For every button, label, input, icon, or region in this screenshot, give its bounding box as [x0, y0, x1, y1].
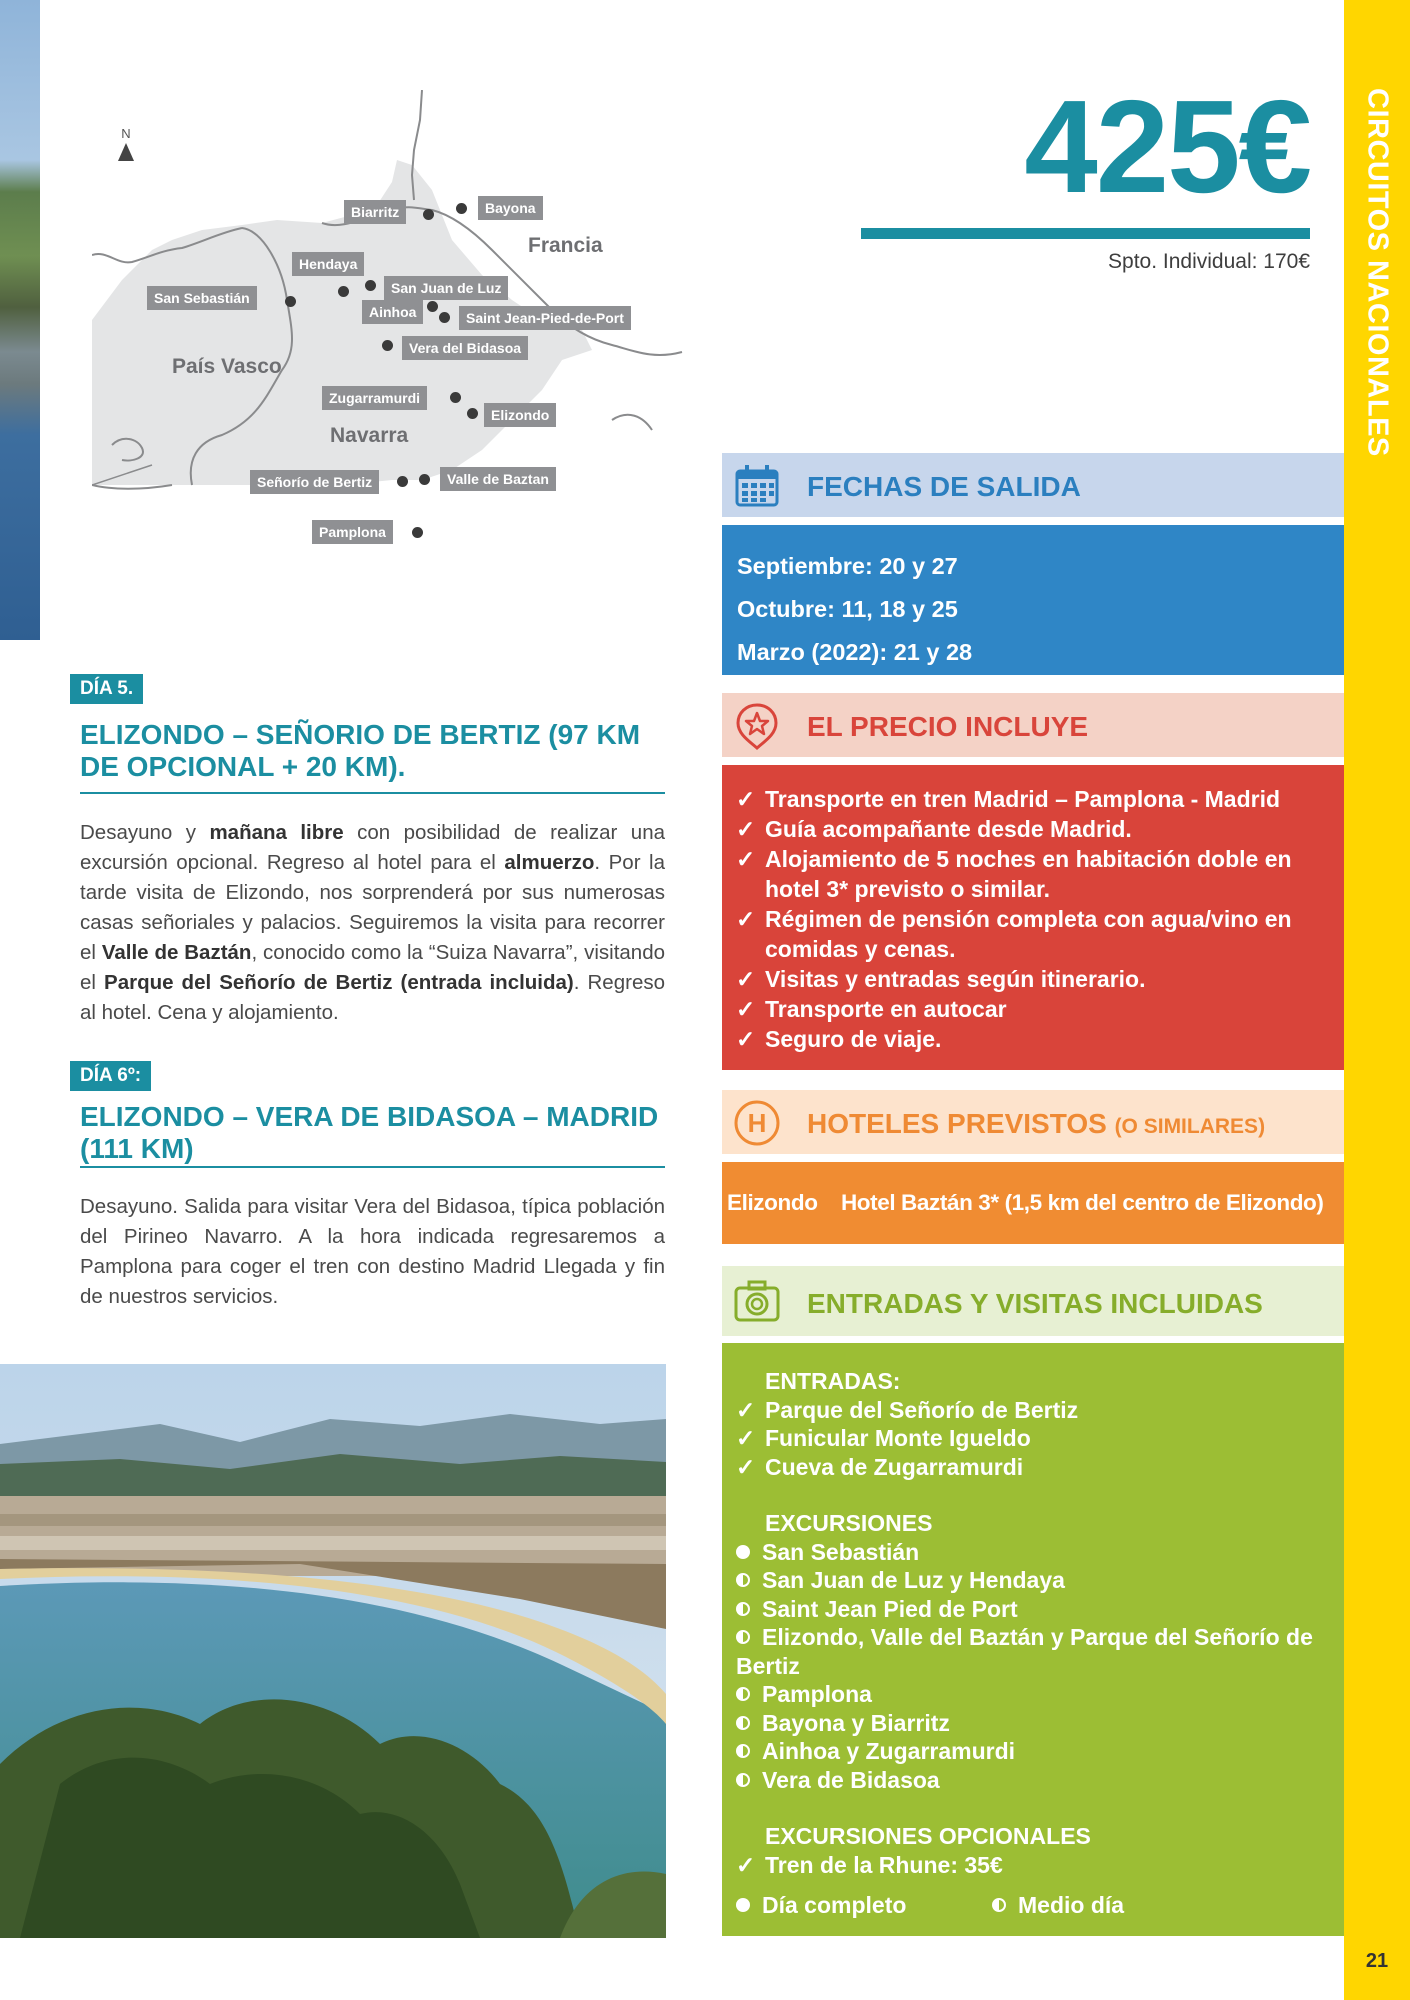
full-day-icon [736, 1898, 750, 1912]
includes-item [736, 844, 1330, 904]
excursion-text: Elizondo, Valle del Baztán y Parque del Señorío de Bertiz [736, 1624, 1313, 1679]
excursion-item [736, 1737, 1330, 1766]
day5-text-2: con posibilidad de realizar una excursión opcional. Regreso al hotel para el [80, 821, 665, 874]
half-day-icon [736, 1744, 750, 1758]
coast-photo-strip [0, 0, 40, 640]
hotel-city: Elizondo [727, 1190, 818, 1215]
includes-item-text: Seguro de viaje. [765, 1026, 942, 1052]
region-navarra: Navarra [330, 424, 409, 447]
excursion-item [736, 1623, 1330, 1680]
entrada-item [736, 1453, 1330, 1482]
day6-body: Desayuno. Salida para visitar Vera del Bidasoa, típica población del Pirineo Navarro. A la hora indicada regresaremos a Pamplona para coger el tren con destino Madrid Llegada y fin de nuestros servicios. [80, 1195, 665, 1308]
hotels-title-text: HOTELES PREVISTOS [807, 1108, 1107, 1139]
dot-baztan [419, 474, 430, 485]
north-arrow-icon [118, 143, 134, 161]
entrada-item [736, 1424, 1330, 1453]
entradas-heading: ENTRADAS: [765, 1368, 901, 1394]
dot-biarritz [423, 209, 434, 220]
single-supplement: Spto. Individual: 170€ [1108, 250, 1310, 273]
excursion-item [736, 1595, 1330, 1624]
route-map [92, 90, 702, 560]
label-zugarramurdi: Zugarramurdi [322, 386, 427, 410]
entrada-item [736, 1396, 1330, 1425]
region-france: Francia [528, 234, 603, 257]
includes-item [736, 904, 1330, 964]
includes-item-text: Transporte en autocar [765, 996, 1007, 1022]
north-arrow [116, 126, 136, 161]
excursiones-heading: EXCURSIONES [765, 1510, 933, 1536]
day5-bold-3: Valle de Baztán [101, 941, 252, 964]
includes-item [736, 1024, 1330, 1054]
day5-tag: DÍA 5. [70, 674, 143, 704]
label-san-juan: San Juan de Luz [384, 276, 508, 300]
check-icon: ✓ [736, 1396, 756, 1423]
includes-title: EL PRECIO INCLUYE [807, 711, 1089, 742]
dates-header [722, 453, 1344, 517]
opcionales-heading: EXCURSIONES OPCIONALES [765, 1823, 1091, 1849]
region-pais-vasco: País Vasco [172, 355, 282, 378]
dot-san-juan [365, 280, 376, 291]
label-vera: Vera del Bidasoa [402, 336, 528, 360]
check-icon: ✓ [736, 966, 756, 992]
dot-saint-jean [439, 312, 450, 323]
legend-half-day: Medio día [1018, 1892, 1125, 1918]
entries-title: ENTRADAS Y VISITAS INCLUIDAS [807, 1288, 1263, 1319]
legend [736, 1891, 1330, 1920]
half-day-icon [736, 1573, 750, 1587]
dot-bayona [456, 203, 467, 214]
dot-bertiz [397, 476, 408, 487]
date-item: Octubre: 11, 18 y 25 [737, 596, 958, 622]
hotels-row [722, 1162, 1344, 1244]
half-day-icon [736, 1630, 750, 1644]
calendar-icon [732, 461, 782, 511]
day5-text-4: , conocido como la “Suiza Navarra”, visitando el [80, 941, 666, 994]
opcional-text: Tren de la Rhune: 35€ [765, 1851, 1003, 1878]
opcional-item [736, 1851, 1330, 1880]
excursion-text: Saint Jean Pied de Port [762, 1595, 1018, 1622]
section-title: CIRCUITOS NACIONALES [1361, 88, 1394, 457]
date-item: Marzo (2022): 21 y 28 [737, 639, 973, 665]
label-pamplona: Pamplona [312, 520, 393, 544]
excursion-item [736, 1538, 1330, 1567]
section-tab [1344, 0, 1410, 480]
day5-bold-1: mañana libre [209, 821, 344, 844]
half-day-icon [736, 1687, 750, 1701]
day5-text-5: . Regreso al hotel. Cena y alojamiento. [80, 971, 665, 1024]
dot-hendaya [338, 286, 349, 297]
dot-san-sebastian [285, 296, 296, 307]
excursion-text: Ainhoa y Zugarramurdi [762, 1738, 1016, 1764]
day6-title: ELIZONDO – VERA DE BIDASOA – MADRID (111 KM) [80, 1101, 659, 1164]
label-san-sebastian: San Sebastián [147, 286, 257, 310]
dot-elizondo [467, 408, 478, 419]
hotels-subtitle: (O SIMILARES) [1114, 1115, 1266, 1138]
entries-header [722, 1266, 1344, 1336]
day5-bold-2: almuerzo [504, 851, 595, 874]
day6-rule [80, 1166, 665, 1168]
includes-header [722, 693, 1344, 757]
check-icon: ✓ [736, 1026, 756, 1052]
star-badge-icon [732, 701, 782, 751]
includes-item-text: Visitas y entradas según itinerario. [765, 966, 1146, 992]
day5-body [80, 818, 665, 1028]
check-icon: ✓ [736, 846, 756, 872]
dates-title: FECHAS DE SALIDA [807, 471, 1081, 502]
hotel-icon [732, 1098, 782, 1148]
label-biarritz: Biarritz [344, 200, 406, 224]
date-item: Septiembre: 20 y 27 [737, 553, 958, 579]
bay-photo [0, 1364, 666, 1938]
half-day-icon [992, 1898, 1006, 1912]
check-icon: ✓ [736, 1453, 756, 1480]
includes-item [736, 964, 1330, 994]
includes-item-text: Guía acompañante desde Madrid. [765, 816, 1132, 842]
day5-text-3: . Por la tarde visita de Elizondo, nos sorprenderá por sus numerosas casas señoriales y palacios. Seguiremos la visita para recorrer el [80, 851, 666, 964]
check-icon: ✓ [736, 1425, 756, 1451]
check-icon: ✓ [736, 786, 756, 812]
page-number: 21 [1365, 1950, 1389, 1972]
label-baztan: Valle de Baztan [440, 467, 556, 491]
day5-rule [80, 792, 665, 794]
check-icon: ✓ [736, 1851, 756, 1878]
includes-item [736, 784, 1330, 814]
north-label: N [121, 126, 131, 141]
hotels-header [722, 1090, 1344, 1154]
half-day-icon [736, 1716, 750, 1730]
excursion-item [736, 1709, 1330, 1738]
label-ainhoa: Ainhoa [362, 300, 423, 324]
entries-list [722, 1343, 1344, 1936]
price: 425€ [1024, 73, 1310, 220]
excursion-item [736, 1766, 1330, 1795]
label-bayona: Bayona [478, 196, 543, 220]
label-hendaya: Hendaya [292, 252, 364, 276]
excursion-text: Vera de Bidasoa [762, 1766, 940, 1793]
day5-text-1: Desayuno y [80, 821, 210, 844]
half-day-icon [736, 1773, 750, 1787]
full-day-icon [736, 1545, 750, 1559]
includes-item-text: Transporte en tren Madrid – Pamplona - Madrid [765, 786, 1281, 812]
dot-ainhoa [427, 301, 438, 312]
excursion-text: Pamplona [762, 1681, 872, 1707]
includes-item [736, 994, 1330, 1024]
hotel-icon-letter: H [747, 1108, 767, 1138]
includes-list [722, 765, 1344, 1070]
price-underline [861, 228, 1310, 239]
bay-photo-drawing [0, 1364, 666, 1938]
includes-item-text: Régimen de pensión completa con agua/vino en comidas y cenas. [765, 906, 1292, 962]
half-day-icon [736, 1602, 750, 1616]
check-icon: ✓ [736, 996, 756, 1022]
excursion-item [736, 1680, 1330, 1709]
label-saint-jean: Saint Jean-Pied-de-Port [459, 306, 631, 330]
hotel-name: Hotel Baztán 3* (1,5 km del centro de Elizondo) [840, 1190, 1324, 1215]
check-icon: ✓ [736, 906, 756, 932]
hotels-title [807, 1108, 1265, 1140]
dot-pamplona [412, 527, 423, 538]
entrada-text: Cueva de Zugarramurdi [765, 1453, 1024, 1480]
dot-zugarramurdi [450, 392, 461, 403]
excursion-text: Bayona y Biarritz [762, 1709, 950, 1736]
camera-icon [732, 1276, 782, 1326]
excursion-text: San Sebastián [762, 1538, 920, 1565]
legend-full-day: Día completo [762, 1892, 907, 1918]
check-icon: ✓ [736, 816, 756, 842]
includes-item [736, 814, 1330, 844]
dot-vera [382, 340, 393, 351]
day6-tag: DÍA 6º: [70, 1061, 151, 1091]
includes-item-text: Alojamiento de 5 noches en habitación doble en hotel 3* previsto o similar. [765, 846, 1292, 902]
excursion-item [736, 1566, 1330, 1595]
label-elizondo: Elizondo [484, 403, 556, 427]
excursion-text: San Juan de Luz y Hendaya [762, 1567, 1065, 1593]
entrada-text: Funicular Monte Igueldo [765, 1425, 1031, 1451]
day5-title: ELIZONDO – SEÑORIO DE BERTIZ (97 KM DE OPCIONAL + 20 KM). [80, 719, 641, 782]
entrada-text: Parque del Señorío de Bertiz [765, 1396, 1079, 1423]
dates-list [722, 525, 1344, 675]
label-bertiz: Señorío de Bertiz [250, 470, 379, 494]
day5-bold-4: Parque del Señorío de Bertiz (entrada incluida) [104, 971, 574, 994]
